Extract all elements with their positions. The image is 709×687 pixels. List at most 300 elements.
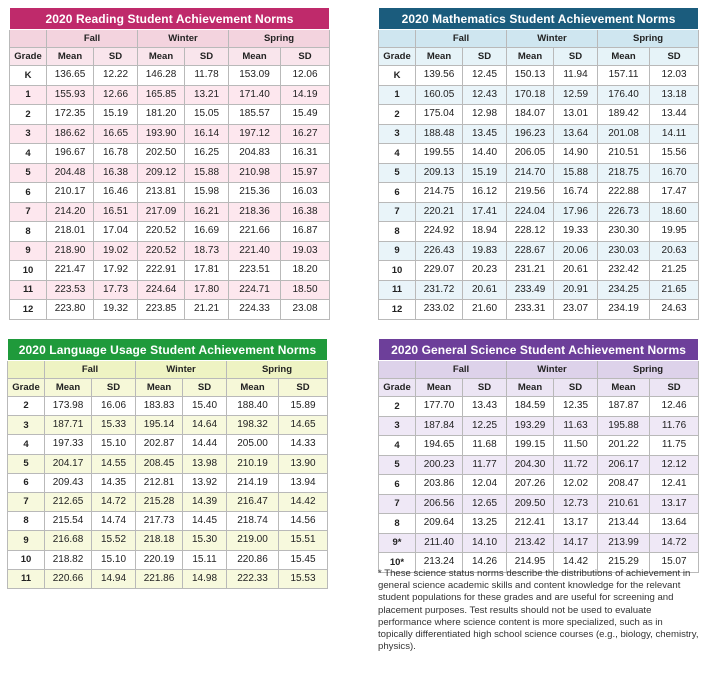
value-cell: 14.94 xyxy=(92,569,136,588)
grade-cell: 7 xyxy=(8,492,45,511)
value-cell: 20.91 xyxy=(554,280,598,300)
value-cell: 12.04 xyxy=(463,475,507,495)
value-cell: 19.32 xyxy=(94,300,138,320)
value-cell: 11.68 xyxy=(463,436,507,456)
grade-cell: 3 xyxy=(8,416,45,435)
value-cell: 12.12 xyxy=(650,455,699,475)
value-cell: 11.63 xyxy=(554,416,598,436)
value-cell: 15.98 xyxy=(185,183,229,203)
value-cell: 17.92 xyxy=(94,261,138,281)
value-cell: 199.55 xyxy=(416,144,463,164)
value-cell: 16.31 xyxy=(281,144,330,164)
grade-cell: 1 xyxy=(379,85,416,105)
table-row xyxy=(379,436,699,456)
value-cell: 15.88 xyxy=(185,163,229,183)
grade-cell: 8 xyxy=(379,514,416,534)
value-cell: 233.31 xyxy=(507,300,554,320)
grade-cell: 2 xyxy=(8,397,45,416)
value-cell: 14.72 xyxy=(650,533,699,553)
value-cell: 212.81 xyxy=(136,473,183,492)
value-cell: 13.44 xyxy=(650,105,699,125)
header-blank-cell xyxy=(8,361,45,379)
grade-column-header: Grade xyxy=(8,379,45,397)
value-cell: 224.04 xyxy=(507,202,554,222)
grade-cell: 11 xyxy=(10,280,47,300)
value-cell: 223.85 xyxy=(138,300,185,320)
value-cell: 215.54 xyxy=(45,512,92,531)
table-row xyxy=(10,261,330,281)
value-cell: 223.53 xyxy=(47,280,94,300)
value-cell: 11.72 xyxy=(554,455,598,475)
value-cell: 224.92 xyxy=(416,222,463,242)
grade-cell: K xyxy=(379,66,416,86)
mean-column-header: Mean xyxy=(416,379,463,397)
value-cell: 14.42 xyxy=(554,553,598,573)
value-cell: 16.21 xyxy=(185,202,229,222)
table-row xyxy=(8,454,328,473)
value-cell: 139.56 xyxy=(416,66,463,86)
grade-cell: 5 xyxy=(8,454,45,473)
table-row xyxy=(379,222,699,242)
value-cell: 14.19 xyxy=(281,85,330,105)
value-cell: 205.00 xyxy=(227,435,279,454)
value-cell: 213.81 xyxy=(138,183,185,203)
value-cell: 210.61 xyxy=(598,494,650,514)
table-row xyxy=(379,397,699,417)
value-cell: 12.02 xyxy=(554,475,598,495)
value-cell: 16.69 xyxy=(185,222,229,242)
value-cell: 186.62 xyxy=(47,124,94,144)
value-cell: 217.73 xyxy=(136,512,183,531)
value-cell: 220.19 xyxy=(136,550,183,569)
value-cell: 16.12 xyxy=(463,183,507,203)
mean-column-header: Mean xyxy=(507,379,554,397)
value-cell: 23.07 xyxy=(554,300,598,320)
value-cell: 15.05 xyxy=(185,105,229,125)
season-header-winter: Winter xyxy=(138,30,229,48)
science-table-title: 2020 General Science Student Achievement Norms xyxy=(379,339,699,361)
value-cell: 171.40 xyxy=(229,85,281,105)
value-cell: 13.90 xyxy=(279,454,328,473)
value-cell: 16.25 xyxy=(185,144,229,164)
table-row xyxy=(379,280,699,300)
value-cell: 230.03 xyxy=(598,241,650,261)
value-cell: 17.80 xyxy=(185,280,229,300)
grade-cell: K xyxy=(10,66,47,86)
value-cell: 17.41 xyxy=(463,202,507,222)
mean-column-header: Mean xyxy=(229,48,281,66)
value-cell: 187.84 xyxy=(416,416,463,436)
value-cell: 218.74 xyxy=(227,512,279,531)
table-row xyxy=(379,144,699,164)
grade-cell: 4 xyxy=(10,144,47,164)
value-cell: 12.73 xyxy=(554,494,598,514)
grade-cell: 5 xyxy=(10,163,47,183)
value-cell: 13.45 xyxy=(463,124,507,144)
value-cell: 14.33 xyxy=(279,435,328,454)
value-cell: 15.56 xyxy=(650,144,699,164)
value-cell: 15.40 xyxy=(183,397,227,416)
value-cell: 228.12 xyxy=(507,222,554,242)
value-cell: 17.73 xyxy=(94,280,138,300)
value-cell: 12.41 xyxy=(650,475,699,495)
value-cell: 15.33 xyxy=(92,416,136,435)
season-header-spring: Spring xyxy=(229,30,330,48)
value-cell: 15.89 xyxy=(279,397,328,416)
value-cell: 204.17 xyxy=(45,454,92,473)
table-row xyxy=(379,514,699,534)
table-row xyxy=(379,455,699,475)
value-cell: 15.45 xyxy=(279,550,328,569)
value-cell: 197.12 xyxy=(229,124,281,144)
grade-cell: 9 xyxy=(10,241,47,261)
value-cell: 15.97 xyxy=(281,163,330,183)
value-cell: 224.64 xyxy=(138,280,185,300)
value-cell: 217.09 xyxy=(138,202,185,222)
value-cell: 181.20 xyxy=(138,105,185,125)
value-cell: 13.17 xyxy=(554,514,598,534)
mean-column-header: Mean xyxy=(598,48,650,66)
grade-cell: 5 xyxy=(379,455,416,475)
value-cell: 220.86 xyxy=(227,550,279,569)
value-cell: 214.20 xyxy=(47,202,94,222)
value-cell: 214.95 xyxy=(507,553,554,573)
value-cell: 14.26 xyxy=(463,553,507,573)
value-cell: 16.06 xyxy=(92,397,136,416)
grade-cell: 6 xyxy=(379,475,416,495)
value-cell: 150.13 xyxy=(507,66,554,86)
value-cell: 203.86 xyxy=(416,475,463,495)
value-cell: 212.65 xyxy=(45,492,92,511)
value-cell: 11.76 xyxy=(650,416,699,436)
value-cell: 20.63 xyxy=(650,241,699,261)
value-cell: 18.50 xyxy=(281,280,330,300)
value-cell: 202.50 xyxy=(138,144,185,164)
grade-cell: 7 xyxy=(10,202,47,222)
grade-cell: 7 xyxy=(379,202,416,222)
value-cell: 18.94 xyxy=(463,222,507,242)
value-cell: 16.03 xyxy=(281,183,330,203)
value-cell: 199.15 xyxy=(507,436,554,456)
value-cell: 16.14 xyxy=(185,124,229,144)
value-cell: 219.56 xyxy=(507,183,554,203)
value-cell: 176.40 xyxy=(598,85,650,105)
value-cell: 15.51 xyxy=(279,531,328,550)
header-blank-cell xyxy=(379,30,416,48)
table-row xyxy=(10,202,330,222)
value-cell: 19.83 xyxy=(463,241,507,261)
table-row xyxy=(379,183,699,203)
value-cell: 16.78 xyxy=(94,144,138,164)
value-cell: 196.67 xyxy=(47,144,94,164)
value-cell: 13.43 xyxy=(463,397,507,417)
sd-column-header: SD xyxy=(650,48,699,66)
value-cell: 210.17 xyxy=(47,183,94,203)
value-cell: 201.08 xyxy=(598,124,650,144)
table-row xyxy=(8,550,328,569)
value-cell: 15.19 xyxy=(94,105,138,125)
value-cell: 215.28 xyxy=(136,492,183,511)
value-cell: 188.48 xyxy=(416,124,463,144)
value-cell: 14.40 xyxy=(463,144,507,164)
value-cell: 209.12 xyxy=(138,163,185,183)
value-cell: 208.45 xyxy=(136,454,183,473)
value-cell: 11.77 xyxy=(463,455,507,475)
table-row xyxy=(8,397,328,416)
value-cell: 206.56 xyxy=(416,494,463,514)
value-cell: 226.43 xyxy=(416,241,463,261)
value-cell: 204.48 xyxy=(47,163,94,183)
value-cell: 12.45 xyxy=(463,66,507,86)
value-cell: 187.71 xyxy=(45,416,92,435)
value-cell: 146.28 xyxy=(138,66,185,86)
grade-cell: 2 xyxy=(10,105,47,125)
language-table-title: 2020 Language Usage Student Achievement Norms xyxy=(8,339,328,361)
table-row xyxy=(10,183,330,203)
season-header-spring: Spring xyxy=(227,361,328,379)
table-row xyxy=(8,416,328,435)
value-cell: 14.65 xyxy=(279,416,328,435)
season-header-winter: Winter xyxy=(507,30,598,48)
value-cell: 224.33 xyxy=(229,300,281,320)
table-row xyxy=(8,492,328,511)
value-cell: 17.47 xyxy=(650,183,699,203)
value-cell: 13.01 xyxy=(554,105,598,125)
value-cell: 223.80 xyxy=(47,300,94,320)
value-cell: 14.90 xyxy=(554,144,598,164)
value-cell: 201.22 xyxy=(598,436,650,456)
science-footnote: * These science status norms describe the distributions of achievement in general science academic skills and content knowledge for the relevant student populations for these grades and are useful for screening and placement purposes. Test results should not be used to evaluate performance where science content is more specialized, such as in topically differentiated high school science courses (e.g., biology, chemistry, physics). xyxy=(378,568,699,653)
value-cell: 213.44 xyxy=(598,514,650,534)
grade-cell: 11 xyxy=(8,569,45,588)
value-cell: 15.52 xyxy=(92,531,136,550)
value-cell: 222.91 xyxy=(138,261,185,281)
value-cell: 195.14 xyxy=(136,416,183,435)
grade-cell: 10 xyxy=(8,550,45,569)
season-header-fall: Fall xyxy=(416,30,507,48)
grade-cell: 5 xyxy=(379,163,416,183)
header-blank-cell xyxy=(379,361,416,379)
grade-cell: 9* xyxy=(379,533,416,553)
mean-column-header: Mean xyxy=(47,48,94,66)
grade-column-header: Grade xyxy=(379,48,416,66)
value-cell: 11.75 xyxy=(650,436,699,456)
value-cell: 214.19 xyxy=(227,473,279,492)
value-cell: 14.72 xyxy=(92,492,136,511)
value-cell: 209.13 xyxy=(416,163,463,183)
value-cell: 218.82 xyxy=(45,550,92,569)
value-cell: 13.18 xyxy=(650,85,699,105)
value-cell: 14.74 xyxy=(92,512,136,531)
value-cell: 11.78 xyxy=(185,66,229,86)
grade-cell: 4 xyxy=(379,144,416,164)
value-cell: 14.10 xyxy=(463,533,507,553)
value-cell: 206.17 xyxy=(598,455,650,475)
season-header-winter: Winter xyxy=(507,361,598,379)
value-cell: 170.18 xyxy=(507,85,554,105)
value-cell: 222.88 xyxy=(598,183,650,203)
value-cell: 14.55 xyxy=(92,454,136,473)
value-cell: 231.72 xyxy=(416,280,463,300)
value-cell: 13.25 xyxy=(463,514,507,534)
value-cell: 20.61 xyxy=(554,261,598,281)
season-header-fall: Fall xyxy=(416,361,507,379)
value-cell: 175.04 xyxy=(416,105,463,125)
language-usage-norms-table xyxy=(7,338,328,589)
value-cell: 220.66 xyxy=(45,569,92,588)
value-cell: 187.87 xyxy=(598,397,650,417)
table-row xyxy=(379,124,699,144)
table-row xyxy=(10,280,330,300)
value-cell: 13.98 xyxy=(183,454,227,473)
value-cell: 14.35 xyxy=(92,473,136,492)
math-norms-table xyxy=(378,7,699,320)
value-cell: 12.65 xyxy=(463,494,507,514)
value-cell: 15.11 xyxy=(183,550,227,569)
value-cell: 232.42 xyxy=(598,261,650,281)
mean-column-header: Mean xyxy=(45,379,92,397)
value-cell: 12.22 xyxy=(94,66,138,86)
value-cell: 210.98 xyxy=(229,163,281,183)
value-cell: 216.47 xyxy=(227,492,279,511)
header-blank-cell xyxy=(10,30,47,48)
value-cell: 216.68 xyxy=(45,531,92,550)
value-cell: 219.00 xyxy=(227,531,279,550)
value-cell: 220.52 xyxy=(138,241,185,261)
value-cell: 223.51 xyxy=(229,261,281,281)
reading-norms-table xyxy=(9,7,330,320)
value-cell: 210.19 xyxy=(227,454,279,473)
value-cell: 13.64 xyxy=(650,514,699,534)
value-cell: 234.19 xyxy=(598,300,650,320)
value-cell: 218.01 xyxy=(47,222,94,242)
grade-cell: 3 xyxy=(379,124,416,144)
mean-column-header: Mean xyxy=(416,48,463,66)
value-cell: 13.17 xyxy=(650,494,699,514)
value-cell: 153.09 xyxy=(229,66,281,86)
value-cell: 198.32 xyxy=(227,416,279,435)
value-cell: 221.40 xyxy=(229,241,281,261)
value-cell: 200.23 xyxy=(416,455,463,475)
value-cell: 218.36 xyxy=(229,202,281,222)
table-row xyxy=(379,494,699,514)
value-cell: 136.65 xyxy=(47,66,94,86)
value-cell: 155.93 xyxy=(47,85,94,105)
value-cell: 209.64 xyxy=(416,514,463,534)
table-row xyxy=(8,569,328,588)
value-cell: 21.25 xyxy=(650,261,699,281)
value-cell: 218.90 xyxy=(47,241,94,261)
reading-table-title: 2020 Reading Student Achievement Norms xyxy=(10,8,330,30)
value-cell: 197.33 xyxy=(45,435,92,454)
table-row xyxy=(10,105,330,125)
value-cell: 214.75 xyxy=(416,183,463,203)
value-cell: 193.29 xyxy=(507,416,554,436)
value-cell: 208.47 xyxy=(598,475,650,495)
value-cell: 215.36 xyxy=(229,183,281,203)
grade-cell: 9 xyxy=(8,531,45,550)
value-cell: 12.66 xyxy=(94,85,138,105)
table-row xyxy=(379,533,699,553)
table-row xyxy=(379,202,699,222)
value-cell: 221.47 xyxy=(47,261,94,281)
table-row xyxy=(10,85,330,105)
table-row xyxy=(8,531,328,550)
value-cell: 213.24 xyxy=(416,553,463,573)
mean-column-header: Mean xyxy=(598,379,650,397)
value-cell: 19.03 xyxy=(281,241,330,261)
grade-cell: 9 xyxy=(379,241,416,261)
value-cell: 206.05 xyxy=(507,144,554,164)
value-cell: 188.40 xyxy=(227,397,279,416)
value-cell: 209.43 xyxy=(45,473,92,492)
grade-cell: 3 xyxy=(10,124,47,144)
season-header-winter: Winter xyxy=(136,361,227,379)
value-cell: 15.30 xyxy=(183,531,227,550)
table-row xyxy=(10,241,330,261)
table-row xyxy=(10,222,330,242)
value-cell: 16.70 xyxy=(650,163,699,183)
season-header-fall: Fall xyxy=(47,30,138,48)
value-cell: 16.87 xyxy=(281,222,330,242)
grade-cell: 10* xyxy=(379,553,416,573)
value-cell: 234.25 xyxy=(598,280,650,300)
value-cell: 17.04 xyxy=(94,222,138,242)
value-cell: 218.18 xyxy=(136,531,183,550)
value-cell: 224.71 xyxy=(229,280,281,300)
value-cell: 12.46 xyxy=(650,397,699,417)
math-table-title: 2020 Mathematics Student Achievement Norms xyxy=(379,8,699,30)
value-cell: 16.38 xyxy=(281,202,330,222)
value-cell: 13.21 xyxy=(185,85,229,105)
mean-column-header: Mean xyxy=(138,48,185,66)
value-cell: 193.90 xyxy=(138,124,185,144)
value-cell: 233.02 xyxy=(416,300,463,320)
grade-cell: 8 xyxy=(10,222,47,242)
value-cell: 14.64 xyxy=(183,416,227,435)
value-cell: 21.65 xyxy=(650,280,699,300)
season-header-spring: Spring xyxy=(598,361,699,379)
value-cell: 221.66 xyxy=(229,222,281,242)
grade-cell: 4 xyxy=(8,435,45,454)
sd-column-header: SD xyxy=(463,379,507,397)
value-cell: 15.88 xyxy=(554,163,598,183)
value-cell: 16.74 xyxy=(554,183,598,203)
value-cell: 195.88 xyxy=(598,416,650,436)
grade-cell: 12 xyxy=(379,300,416,320)
grade-cell: 4 xyxy=(379,436,416,456)
value-cell: 12.98 xyxy=(463,105,507,125)
value-cell: 194.65 xyxy=(416,436,463,456)
sd-column-header: SD xyxy=(279,379,328,397)
value-cell: 230.30 xyxy=(598,222,650,242)
table-row xyxy=(379,105,699,125)
value-cell: 12.35 xyxy=(554,397,598,417)
sd-column-header: SD xyxy=(183,379,227,397)
value-cell: 21.21 xyxy=(185,300,229,320)
value-cell: 204.83 xyxy=(229,144,281,164)
table-row xyxy=(8,512,328,531)
value-cell: 12.06 xyxy=(281,66,330,86)
value-cell: 15.10 xyxy=(92,435,136,454)
value-cell: 14.17 xyxy=(554,533,598,553)
table-row xyxy=(379,261,699,281)
value-cell: 21.60 xyxy=(463,300,507,320)
value-cell: 13.92 xyxy=(183,473,227,492)
grade-cell: 8 xyxy=(8,512,45,531)
grade-cell: 2 xyxy=(379,105,416,125)
value-cell: 13.64 xyxy=(554,124,598,144)
